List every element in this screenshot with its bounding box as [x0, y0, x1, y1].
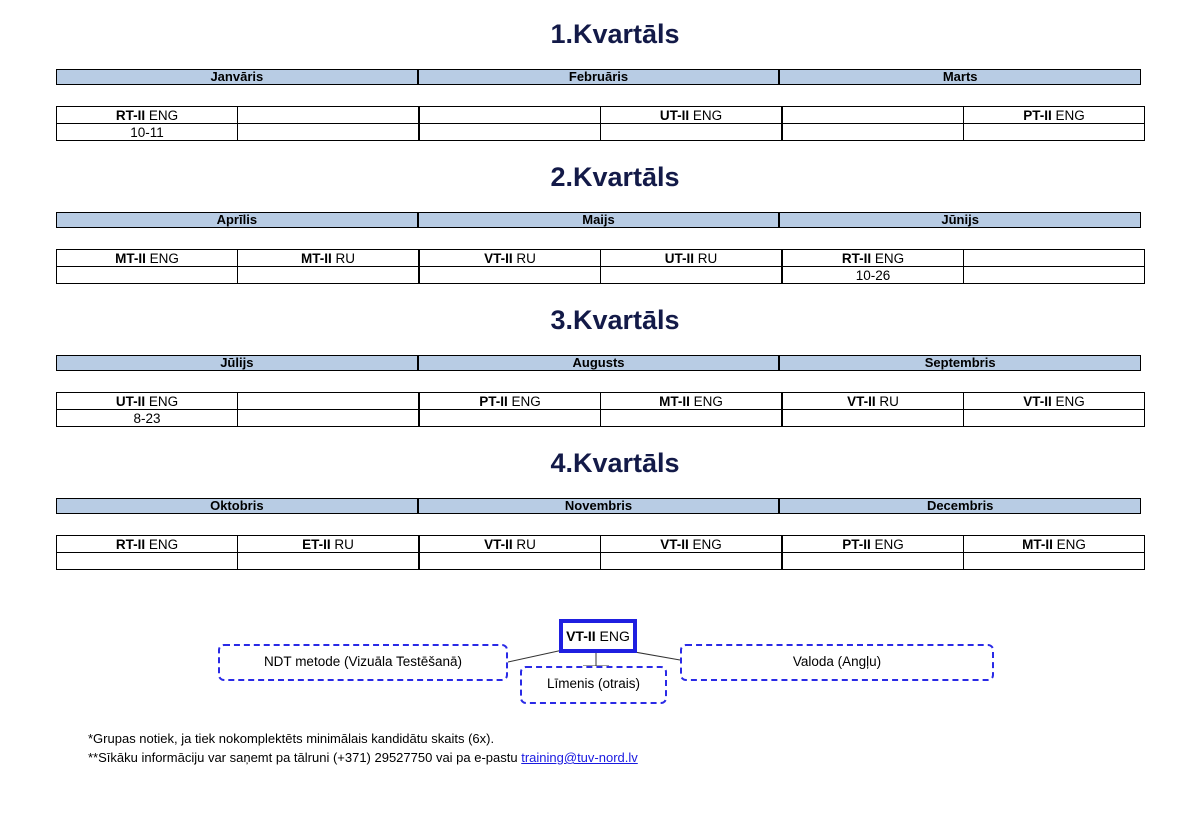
course-code: MT-II — [115, 250, 146, 266]
course-language: ENG — [1055, 393, 1085, 409]
course-language: ENG — [1056, 536, 1086, 552]
course-language: ENG — [874, 250, 905, 266]
legend-method-box: NDT metode (Vizuāla Testēšanā) — [218, 644, 508, 681]
course-language: RU — [335, 250, 355, 266]
month-label: Augusts — [417, 356, 779, 370]
legend-language-box: Valoda (Angļu) — [680, 644, 994, 681]
course-code: VT-II — [484, 536, 513, 552]
quarter-1-title: 1.Kvartāls — [550, 19, 680, 49]
date-cell: 10-26 — [782, 267, 964, 284]
quarter-3-title: 3.Kvartāls — [550, 305, 680, 335]
footnotes — [88, 729, 638, 767]
legend-lang: ENG — [599, 628, 630, 644]
course-language: ENG — [511, 393, 541, 409]
course-code: MT-II — [1022, 536, 1053, 552]
email-link[interactable]: training@tuv-nord.lv — [521, 750, 638, 765]
course-code: PT-II — [1023, 107, 1052, 123]
course-language: ENG — [148, 393, 179, 409]
course-code: UT-II — [659, 107, 690, 123]
course-language: RU — [516, 250, 536, 266]
course-code: MT-II — [659, 393, 690, 409]
course-language: ENG — [692, 107, 723, 123]
course-language: ENG — [693, 393, 723, 409]
month-label: Septembris — [778, 356, 1140, 370]
course-code: VT-II — [484, 250, 513, 266]
course-code: PT-II — [842, 536, 871, 552]
course-code: MT-II — [300, 250, 332, 266]
month-label: Aprīlis — [216, 212, 258, 227]
course-code: RT-II — [115, 536, 146, 552]
month-label: Jūlijs — [220, 355, 254, 370]
course-code: VT-II — [847, 393, 876, 409]
quarter-2-title: 2.Kvartāls — [550, 162, 680, 192]
course-code: UT-II — [115, 393, 146, 409]
course-code: UT-II — [664, 250, 694, 266]
quarter-4-title: 4.Kvartāls — [550, 448, 680, 478]
month-label: Maijs — [417, 213, 779, 227]
course-language: ENG — [149, 250, 179, 266]
footnote-contact — [88, 748, 638, 767]
month-label: Oktobris — [210, 498, 264, 513]
course-language: ENG — [148, 107, 179, 123]
course-code: VT-II — [660, 536, 689, 552]
course-language: ENG — [874, 536, 904, 552]
course-language: RU — [697, 250, 718, 266]
legend-example-code — [559, 619, 637, 653]
course-code: RT-II — [841, 250, 872, 266]
month-label: Februāris — [417, 70, 779, 84]
course-language: RU — [516, 536, 536, 552]
month-label: Jūnijs — [778, 213, 1140, 227]
course-language: ENG — [1055, 107, 1085, 123]
course-code: RT-II — [115, 107, 146, 123]
month-label: Decembris — [778, 499, 1140, 513]
course-code: ET-II — [302, 536, 331, 552]
course-code: PT-II — [479, 393, 508, 409]
course-language: RU — [879, 393, 899, 409]
legend-level-box: Līmenis (otrais) — [520, 666, 667, 704]
course-language: RU — [334, 536, 354, 552]
legend-code: VT-II — [566, 628, 596, 644]
month-label: Janvāris — [210, 69, 264, 84]
date-cell: 8-23 — [57, 410, 238, 427]
month-label: Marts — [778, 70, 1140, 84]
month-label: Novembris — [417, 499, 779, 513]
course-language: ENG — [692, 536, 722, 552]
course-code: VT-II — [1023, 393, 1052, 409]
footnote-contact-text: **Sīkāku informāciju var saņemt pa tālruni (+371) 29527750 vai pa e-pastu — [88, 750, 522, 765]
footnote-groups: *Grupas notiek, ja tiek nokomplektēts minimālais kandidātu skaits (6x). — [88, 731, 495, 746]
date-cell: 10-11 — [57, 124, 238, 141]
course-language: ENG — [148, 536, 179, 552]
